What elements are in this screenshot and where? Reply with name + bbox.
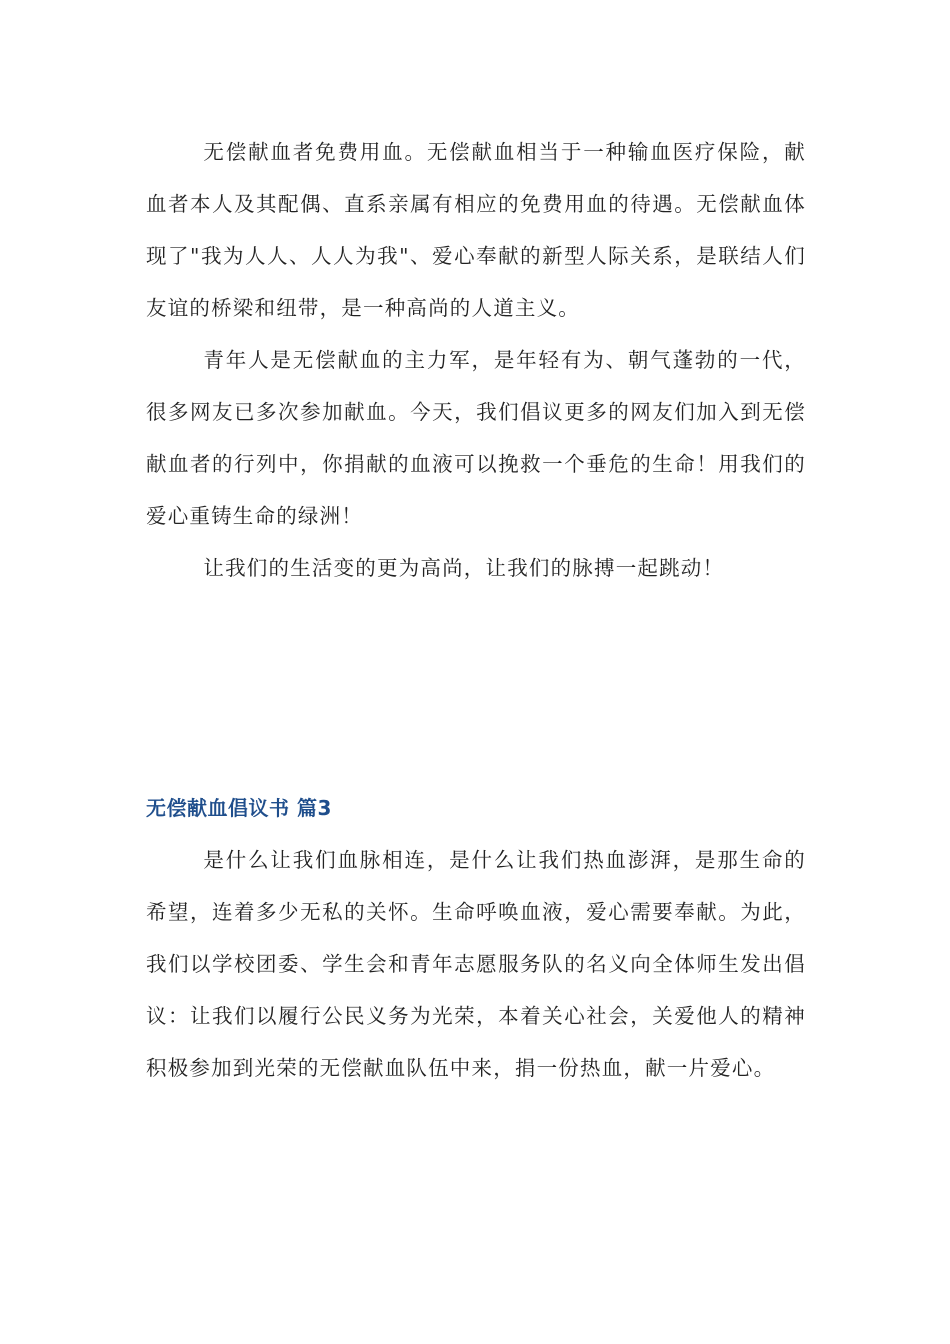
body-paragraph-proposal: 是什么让我们血脉相连，是什么让我们热血澎湃，是那生命的希望，连着多少无私的关怀。生命呼唤血液，爱心需要奉献。为此，我们以学校团委、学生会和青年志愿服务队的名义向全体师生发出倡议：让我们以履行公民义务为光荣，本着关心社会，关爱他人的精神积极参加到光荣的无偿献血队伍中来，捐一份热血，献一片爱心。 xyxy=(146,848,806,1080)
body-paragraph-youth-main-force: 青年人是无偿献血的主力军，是年轻有为、朝气蓬勃的一代，很多网友已多次参加献血。今天，我们倡议更多的网友们加入到无偿献血者的行列中，你捐献的血液可以挽救一个垂危的生命！用我们的爱心重铸生命的绿洲！ xyxy=(146,348,806,528)
body-paragraph-closing-call: 让我们的生活变的更为高尚，让我们的脉搏一起跳动！ xyxy=(203,556,725,580)
body-paragraph-free-blood-use: 无偿献血者免费用血。无偿献血相当于一种输血医疗保险，献血者本人及其配偶、直系亲属有相应的免费用血的待遇。无偿献血体现了"我为人人、人人为我"、爱心奉献的新型人际关系，是联结人们友谊的桥梁和纽带，是一种高尚的人道主义。 xyxy=(146,140,806,320)
section-heading: 无偿献血倡议书 篇3 xyxy=(146,796,332,820)
